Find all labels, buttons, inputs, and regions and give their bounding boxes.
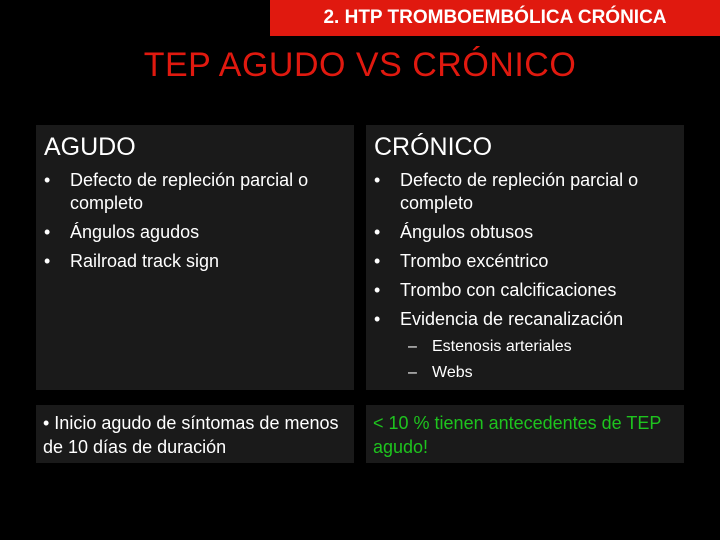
agudo-list — [44, 169, 346, 279]
section-tag — [270, 0, 720, 36]
recanalization-sublist — [408, 334, 572, 386]
list-item: • Trombo con calcificaciones — [374, 280, 617, 300]
list-item: • Railroad track sign — [44, 251, 220, 271]
bullet-icon: • — [44, 170, 51, 190]
list-item: • Defecto de repleción parcial o completo — [44, 170, 309, 213]
agudo-note — [36, 405, 354, 463]
list-item: • Trombo excéntrico — [374, 251, 549, 271]
cronico-heading: CRÓNICO — [374, 133, 493, 161]
bullet-icon: • — [44, 222, 51, 242]
dash-icon: – — [408, 338, 417, 355]
section-tag-text: 2. HTP TROMBOEMBÓLICA CRÓNICA — [323, 7, 667, 28]
bullet-icon: • — [374, 309, 381, 329]
agudo-heading: AGUDO — [44, 133, 136, 161]
dash-icon: – — [408, 364, 417, 381]
bullet-icon: • — [374, 222, 381, 242]
list-item: • Ángulos obtusos — [374, 222, 534, 242]
bullet-icon: • — [44, 251, 51, 271]
bullet-icon: • — [374, 170, 381, 190]
agudo-note-text: • Inicio agudo de síntomas de menos de 10 días de duración — [43, 413, 339, 457]
list-item: • Defecto de repleción parcial o completo — [374, 170, 639, 213]
cronico-note-text: < 10 % tienen antecedentes de TEP agudo! — [373, 413, 662, 457]
list-item: – Estenosis arteriales — [408, 334, 572, 360]
cronico-list — [374, 169, 676, 337]
cronico-box — [366, 125, 684, 390]
bullet-icon: • — [374, 280, 381, 300]
bullet-icon: • — [374, 251, 381, 271]
list-item: – Webs — [408, 360, 572, 386]
list-item: • Evidencia de recanalización — [374, 309, 624, 329]
list-item: • Ángulos agudos — [44, 222, 200, 242]
slide-title: TEP AGUDO VS CRÓNICO — [143, 46, 577, 84]
cronico-note — [366, 405, 684, 463]
agudo-box — [36, 125, 354, 390]
